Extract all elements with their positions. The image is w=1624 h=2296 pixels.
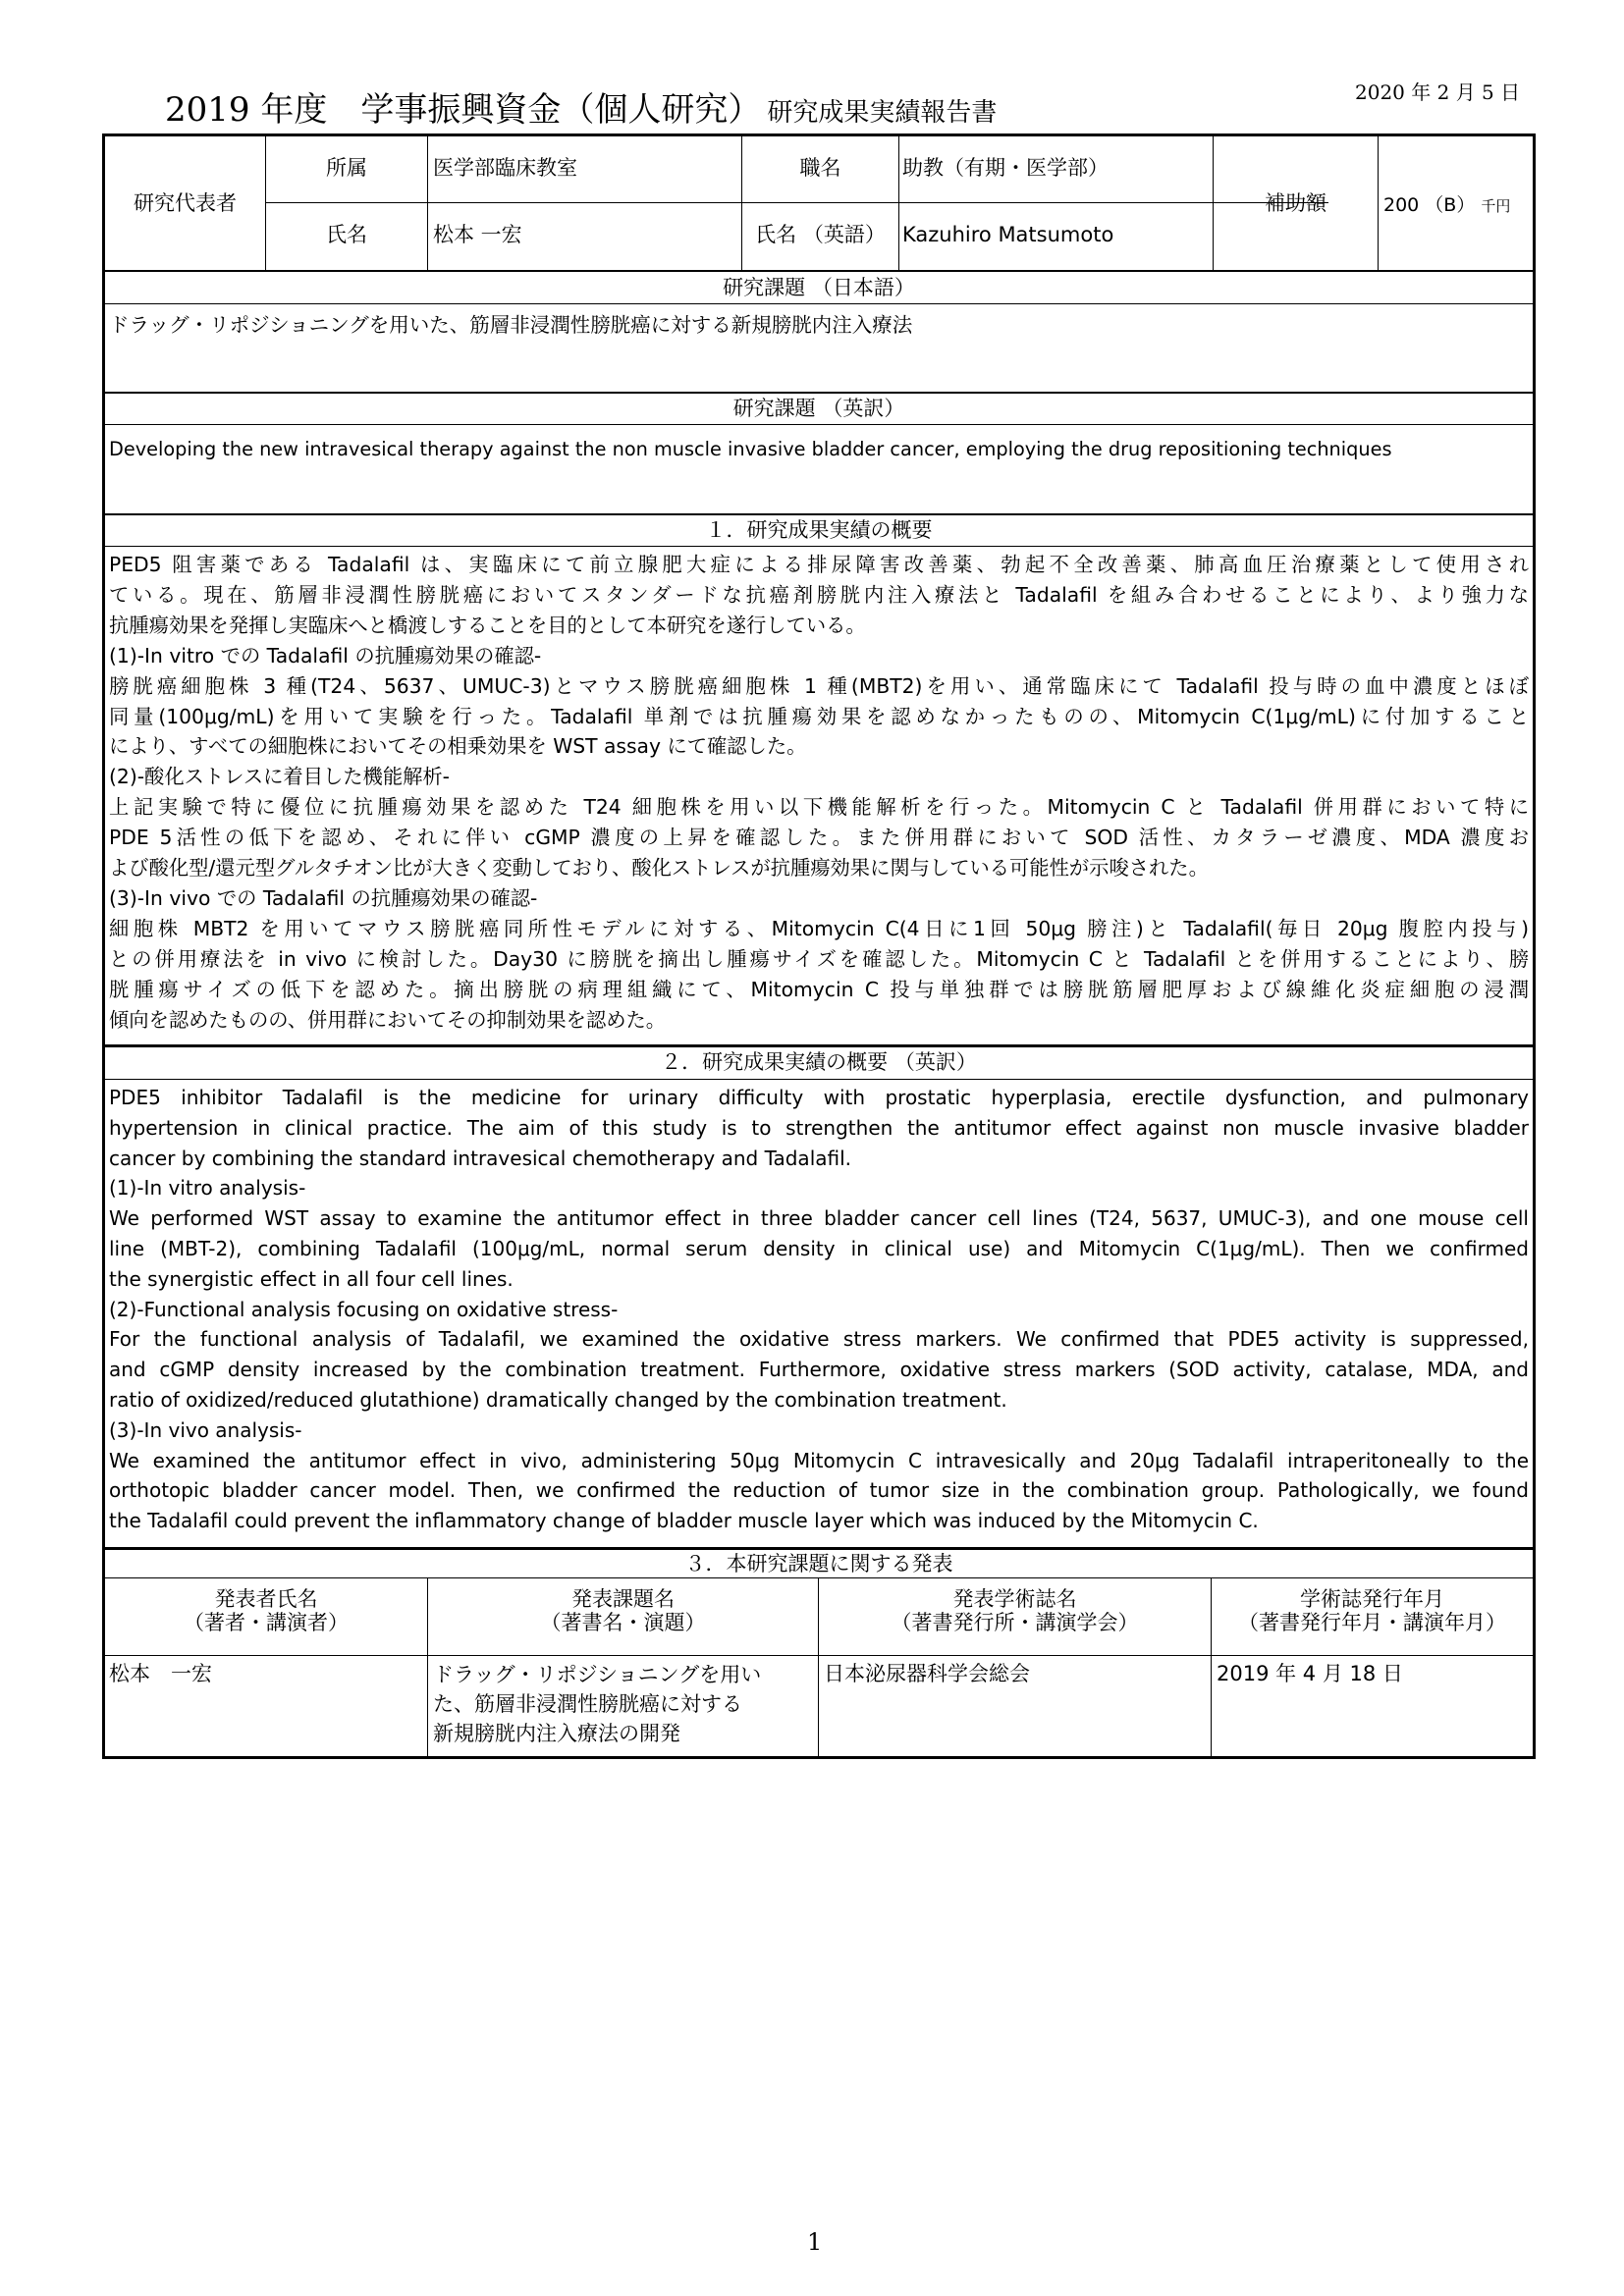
summary-en-line: the Tadalafil could prevent the inflammatory change of bladder muscle layer which was induced by the Mitomycin C. (109, 1509, 1259, 1533)
name-en-label: 氏名 （英語） (755, 223, 886, 246)
affiliation-value: 医学部臨床教室 (433, 156, 577, 180)
divider (105, 424, 1533, 425)
summary-jp-line: 膀胱癌細胞株 3 種(T24、5637、UMUC-3)とマウス膀胱癌細胞株 1 種(MBT2)を用い、通常臨床にて Tadalafil 投与時の血中濃度とほぼ (109, 673, 1529, 698)
divider (265, 202, 1328, 203)
summary-en-line: ratio of oxidized/reduced glutathione) dramatically changed by the combination treatment. (109, 1387, 1007, 1412)
topic-jp-text: ドラッグ・リポジショニングを用いた、筋層非浸潤性膀胱癌に対する新規膀胱内注入療法 (109, 313, 913, 337)
summary-en-line: (2)-Functional analysis focusing on oxidative stress- (109, 1297, 619, 1321)
summary-jp-line: よび酸化型/還元型グルタチオン比が大きく変動しており、酸化ストレスが抗腫瘍効果に関与している可能性が示唆された。 (109, 856, 1209, 881)
summary-en-line: orthotopic bladder cancer model. Then, we confirmed the reduction of tumor size in the combination group. Pathologically, we found (109, 1478, 1529, 1503)
summary-jp-line: 上記実験で特に優位に抗腫瘍効果を認めた T24 細胞株を用い以下機能解析を行った。Mitomycin C と Tadalafil 併用群において特に (109, 795, 1529, 820)
summary-jp-line: PED5 阻害薬である Tadalafil は、実臨床にて前立腺肥大症による排尿障害改善薬、勃起不全改善薬、肺高血圧治療薬として使用され (109, 553, 1529, 576)
divider (105, 546, 1533, 547)
summary-jp-line: 胱腫瘍サイズの低下を認めた。摘出膀胱の病理組織にて、Mitomycin C 投与単独群では膀胱筋層肥厚および線維化炎症細胞の浸潤 (109, 977, 1529, 1001)
summary-en-line: hypertension in clinical practice. The aim of this study is to strengthen the antitumor effect against non muscle invasive bladder (109, 1115, 1529, 1140)
grant-amount: 200 （B） (1383, 194, 1476, 216)
presentations-heading: ３．本研究課題に関する発表 (684, 1552, 953, 1575)
summary-en-line: For the functional analysis of Tadalafil, we examined the oxidative stress markers. We confirmed that PDE5 activity is suppressed, (109, 1327, 1529, 1352)
presenter-name: 松本 一宏 (109, 1662, 212, 1685)
divider (105, 1577, 1533, 1578)
summary-jp-line: ている。現在、筋層非浸潤性膀胱癌においてスタンダードな抗癌剤膀胱内注入療法と Tadalafil を組み合わせることにより、より強力な (109, 582, 1529, 607)
summary-jp-line: (3)-In vivo での Tadalafil の抗腫瘍効果の確認- (109, 885, 538, 910)
summary-jp-line: 細胞株 MBT2 を用いてマウス膀胱癌同所性モデルに対する、Mitomycin C(4日に1回 50μg 膀注)と Tadalafil(毎日 20μg 腹腔内投与) (109, 916, 1529, 940)
summary-en-line: line (MBT-2), combining Tadalafil (100μg/mL, normal serum density in clinical use) and Mitomycin C(1μg/mL). Then we confirmed (109, 1236, 1529, 1260)
summary-en-line: PDE5 inhibitor Tadalafil is the medicine for urinary difficulty with prostatic hyperplasia, erectile dysfunction, and pulmonary (109, 1086, 1529, 1109)
grant-label: 補助額 (1265, 191, 1326, 215)
summary-jp-line: 傾向を認めたものの、併用群においてその抑制効果を認めた。 (109, 1007, 667, 1032)
report-title-sub: 研究成果実績報告書 (767, 98, 998, 128)
presentation-title: ドラッグ・リポジショニングを用い た、筋層非浸潤性膀胱癌に対する 新規膀胱内注入療法の開発 (433, 1663, 762, 1745)
divider (105, 270, 1533, 272)
summary-jp-line: (2)-酸化ストレスに着目した機能解析- (109, 765, 450, 789)
summary-en-line: (3)-In vivo analysis- (109, 1417, 302, 1442)
summary-en-line: and cGMP density increased by the combination treatment. Furthermore, oxidative stress markers (SOD activity, catalase, MDA, and (109, 1358, 1529, 1382)
name-label: 氏名 (326, 223, 367, 246)
summary-en-line: (1)-In vitro analysis- (109, 1176, 306, 1201)
divider (105, 392, 1533, 394)
summary-jp-line: との併用療法を in vivo に検討した。Day30 に膀胱を摘出し腫瘍サイズを確認した。Mitomycin C と Tadalafil とを併用することにより、膀 (109, 946, 1529, 971)
report-date: 2020 年 2 月 5 日 (1355, 80, 1521, 104)
summary-en-line: We performed WST assay to examine the antitumor effect in three bladder cancer cell lines (T24, 5637, UMUC-3), and one mouse cell (109, 1206, 1529, 1231)
summary-jp-line: 同量(100μg/mL)を用いて実験を行った。Tadalafil 単剤では抗腫瘍効果を認めなかったものの、Mitomycin C(1μg/mL)に付加すること (109, 704, 1529, 728)
grant-unit: 千円 (1481, 197, 1511, 215)
name-en-value: Kazuhiro Matsumoto (902, 223, 1114, 246)
col-venue-header: 発表学術誌名 （著書発行所・講演学会） (891, 1587, 1139, 1634)
position-label: 職名 (799, 156, 841, 180)
summary-en-line: the synergistic effect in all four cell lines. (109, 1266, 514, 1291)
name-value: 松本 一宏 (433, 223, 522, 246)
topic-jp-heading: 研究課題 （日本語） (723, 276, 915, 299)
presentation-venue: 日本泌尿器科学会総会 (824, 1662, 1030, 1685)
summary-en-heading: ２．研究成果実績の概要 （英訳） (661, 1050, 977, 1074)
presentation-date: 2019 年 4 月 18 日 (1217, 1662, 1403, 1685)
summary-jp-body (109, 550, 1529, 1036)
summary-jp-line: PDE 5活性の低下を認め、それに伴い cGMP 濃度の上昇を確認した。また併用群において SOD 活性、カタラーゼ濃度、MDA 濃度お (109, 826, 1529, 850)
topic-en-heading: 研究課題 （英訳） (732, 397, 905, 420)
summary-jp-heading: １．研究成果実績の概要 (705, 518, 933, 542)
col-date-header: 学術誌発行年月 （著書発行年月・講演年月） (1238, 1587, 1506, 1634)
divider (105, 1079, 1533, 1080)
summary-en-body (109, 1083, 1529, 1536)
summary-jp-line: 抗腫瘍効果を発揮し実臨床へと橋渡しすることを目的として本研究を遂行している。 (109, 613, 866, 637)
divider (898, 136, 899, 271)
summary-jp-line: により、すべての細胞株においてその相乗効果を WST assay にて確認した。 (109, 734, 807, 759)
report-title-main: 2019 年度 学事振興資金（個人研究） (165, 90, 762, 130)
divider (105, 1044, 1533, 1047)
topic-en-text: Developing the new intravesical therapy against the non muscle invasive bladder cancer, employing the drug repositioning techniques (109, 438, 1392, 460)
grant-value (1383, 193, 1510, 218)
summary-jp-line: (1)-In vitro での Tadalafil の抗腫瘍効果の確認- (109, 643, 542, 667)
representative-label: 研究代表者 (134, 191, 237, 215)
col-title-header: 発表課題名 （著書名・演題） (540, 1587, 706, 1634)
divider (1378, 136, 1379, 271)
divider (427, 136, 428, 271)
affiliation-label: 所属 (326, 156, 367, 180)
divider (105, 303, 1533, 304)
divider (105, 513, 1533, 515)
report-form (102, 133, 1536, 1759)
col-presenter-header: 発表者氏名 （著者・講演者） (184, 1587, 349, 1634)
report-title (165, 82, 997, 131)
summary-en-line: cancer by combining the standard intravesical chemotherapy and Tadalafil. (109, 1146, 852, 1170)
summary-en-line: We examined the antitumor effect in vivo, administering 50μg Mitomycin C intravesically and 20μg Tadalafil intraperitoneally to the (109, 1448, 1529, 1472)
page-number: 1 (807, 2228, 823, 2256)
position-value: 助教（有期・医学部） (902, 156, 1109, 180)
divider (105, 1655, 1533, 1656)
